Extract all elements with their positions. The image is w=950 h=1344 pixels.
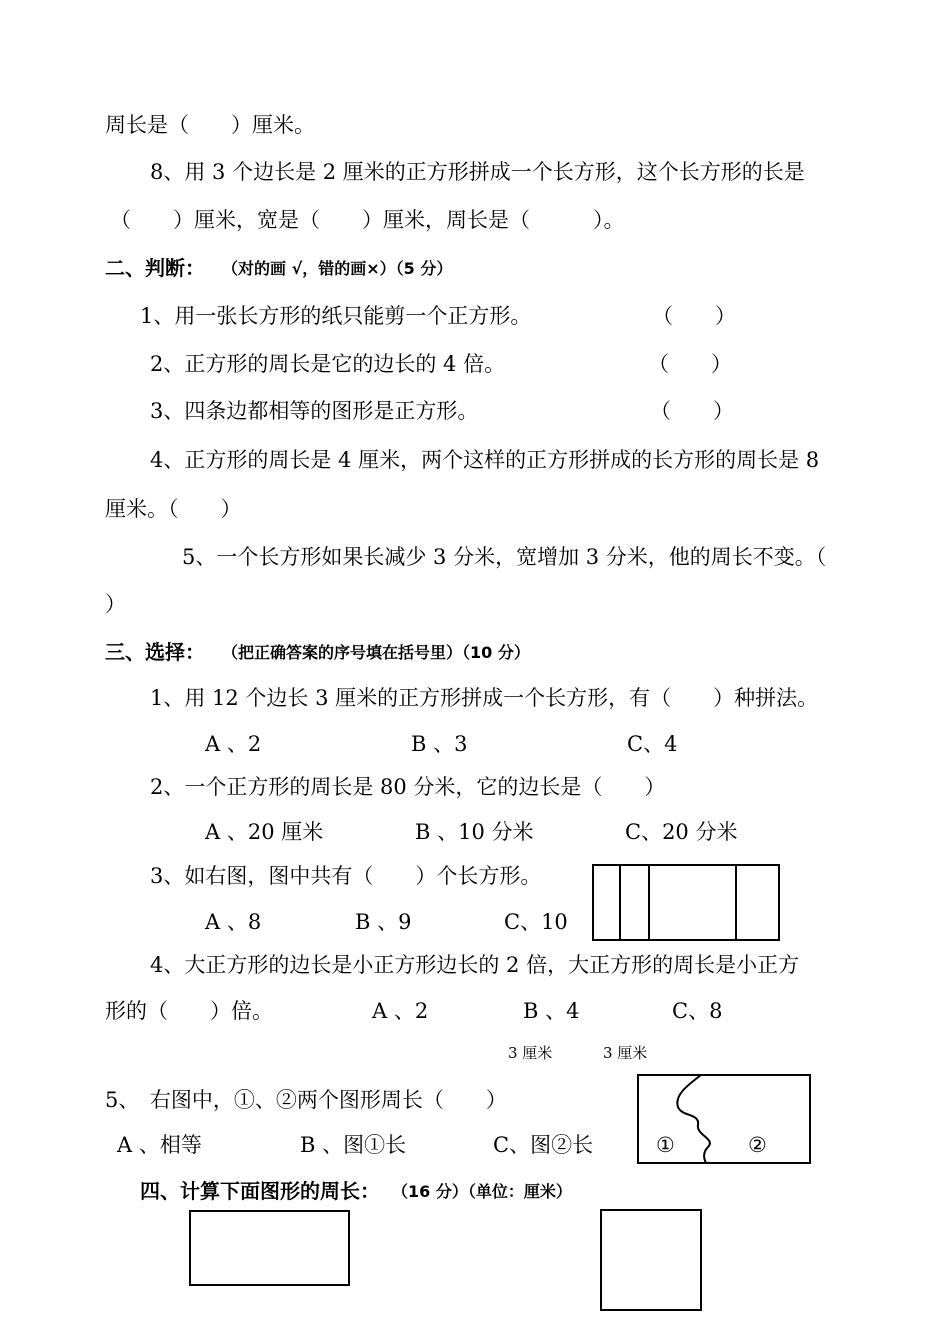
judge-paren-2[interactable]: （ ） bbox=[648, 352, 732, 376]
judge-item-4: 4、正方形的周长是 4 厘米，两个这样的正方形拼成的长方形的周长是 8 bbox=[150, 448, 820, 472]
q5-option-b[interactable]: B 、图①长 bbox=[300, 1133, 407, 1157]
section3-title: 三、选择： bbox=[105, 640, 205, 664]
q5-wavy-divider bbox=[677, 1075, 710, 1163]
judge-item-3: 3、四条边都相等的图形是正方形。 bbox=[150, 399, 479, 423]
q3-divider-3 bbox=[735, 864, 737, 941]
section4-note: （16 分）（单位：厘米） bbox=[392, 1182, 572, 1201]
q5-option-c[interactable]: C、图②长 bbox=[493, 1133, 594, 1157]
choice-q2: 2、一个正方形的周长是 80 分米，它的边长是（ ） bbox=[150, 775, 666, 799]
section2-title: 二、判断： bbox=[105, 256, 205, 280]
choice-q5: 5、 右图中，①、②两个图形周长（ ） bbox=[105, 1088, 507, 1112]
judge-item-1: 1、用一张长方形的纸只能剪一个正方形。 bbox=[140, 304, 532, 328]
q5-region-2: ② bbox=[748, 1133, 767, 1157]
q3-option-b[interactable]: B 、9 bbox=[355, 910, 412, 934]
q5-option-a[interactable]: A 、相等 bbox=[117, 1133, 202, 1157]
q3-option-a[interactable]: A 、8 bbox=[205, 910, 262, 934]
judge-paren-3[interactable]: （ ） bbox=[650, 399, 734, 423]
q1-option-c[interactable]: C、4 bbox=[627, 732, 678, 756]
q7-tail: 周长是（ ）厘米。 bbox=[105, 113, 315, 137]
q1-option-a[interactable]: A 、2 bbox=[205, 732, 262, 756]
q8-line2: （ ）厘米，宽是（ ）厘米，周长是（ ）。 bbox=[110, 208, 625, 232]
q2-option-c[interactable]: C、20 分米 bbox=[625, 820, 738, 844]
section3-note: （把正确答案的序号填在括号里）（10 分） bbox=[222, 643, 530, 662]
q4-option-b[interactable]: B 、4 bbox=[523, 999, 580, 1023]
section4-title: 四、计算下面图形的周长： bbox=[140, 1179, 380, 1203]
q8-line1: 8、用 3 个边长是 2 厘米的正方形拼成一个长方形，这个长方形的长是 bbox=[150, 160, 805, 184]
q3-rectangle-figure bbox=[592, 864, 780, 941]
choice-q1: 1、用 12 个边长 3 厘米的正方形拼成一个长方形，有（ ）种拼法。 bbox=[150, 686, 819, 710]
q3-divider-1 bbox=[619, 864, 621, 941]
q3-option-c[interactable]: C、10 bbox=[504, 910, 568, 934]
section2-note: （对的画 √，错的画×）（5 分） bbox=[222, 259, 453, 278]
choice-q4-line2: 形的（ ）倍。 bbox=[105, 999, 273, 1023]
q5-label-2: 3 厘米 bbox=[603, 1044, 648, 1062]
judge-item-5: 5、一个长方形如果长减少 3 分米，宽增加 3 分米，他的周长不变。（ bbox=[182, 545, 827, 569]
q5-region-1: ① bbox=[656, 1133, 675, 1157]
judge-paren-1[interactable]: （ ） bbox=[652, 304, 736, 328]
q4-option-c[interactable]: C、8 bbox=[672, 999, 723, 1023]
perimeter-square bbox=[600, 1209, 702, 1311]
judge-item-2: 2、正方形的周长是它的边长的 4 倍。 bbox=[150, 352, 506, 376]
q3-divider-2 bbox=[648, 864, 650, 941]
q2-option-a[interactable]: A 、20 厘米 bbox=[205, 820, 324, 844]
choice-q3: 3、如右图，图中共有（ ）个长方形。 bbox=[150, 864, 542, 888]
q2-option-b[interactable]: B 、10 分米 bbox=[415, 820, 534, 844]
judge-item-5-cont: ） bbox=[105, 592, 126, 616]
perimeter-rectangle bbox=[189, 1210, 350, 1286]
judge-item-4-cont: 厘米。（ ） bbox=[105, 497, 242, 521]
q4-option-a[interactable]: A 、2 bbox=[372, 999, 429, 1023]
choice-q4-line1: 4、大正方形的边长是小正方形边长的 2 倍，大正方形的周长是小正方 bbox=[150, 953, 800, 977]
q1-option-b[interactable]: B 、3 bbox=[411, 732, 468, 756]
q5-label-1: 3 厘米 bbox=[508, 1044, 553, 1062]
